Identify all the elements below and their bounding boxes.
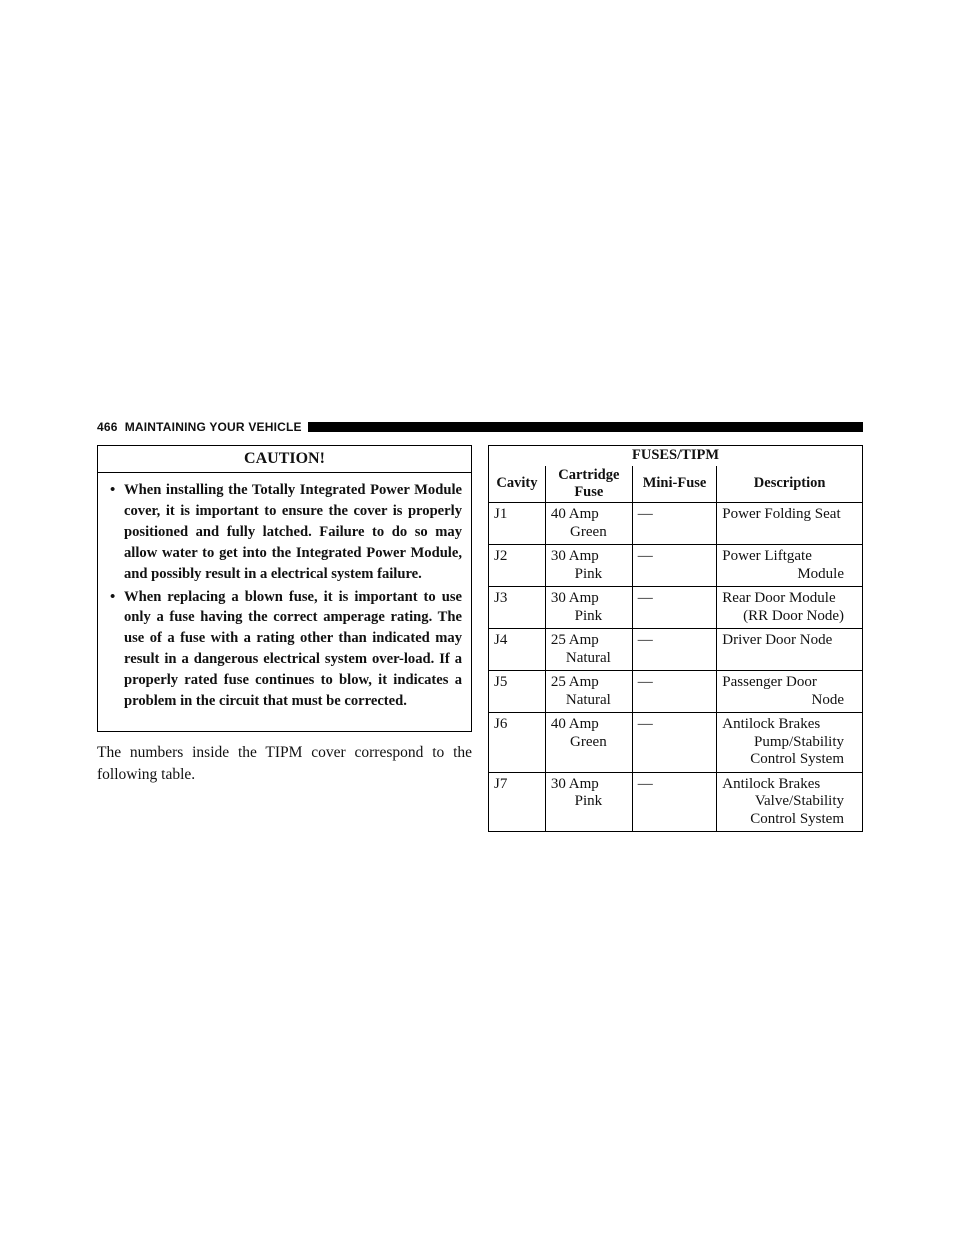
mini-fuse-cell: — bbox=[632, 545, 717, 587]
description-cell: Passenger Door Node bbox=[717, 671, 863, 713]
cartridge-cell: 40 Amp Green bbox=[545, 503, 632, 545]
cavity-cell: J2 bbox=[489, 545, 546, 587]
cartridge-cell: 30 Amp Pink bbox=[545, 587, 632, 629]
intro-paragraph: The numbers inside the TIPM cover correspond to the following table. bbox=[97, 744, 472, 783]
table-row bbox=[489, 545, 863, 587]
description-cell: Antilock Brakes Pump/Stability Control System bbox=[717, 713, 863, 773]
header-rule bbox=[308, 422, 863, 432]
cartridge-cell: 25 Amp Natural bbox=[545, 671, 632, 713]
mini-fuse-cell: — bbox=[632, 587, 717, 629]
cavity-cell: J3 bbox=[489, 587, 546, 629]
table-row bbox=[489, 503, 863, 545]
table-row bbox=[489, 772, 863, 832]
caution-box bbox=[97, 445, 472, 732]
page-header bbox=[97, 420, 863, 434]
description-cell: Power Folding Seat bbox=[717, 503, 863, 545]
cavity-cell: J4 bbox=[489, 629, 546, 671]
mini-fuse-cell: — bbox=[632, 671, 717, 713]
caution-title: CAUTION! bbox=[98, 446, 471, 473]
description-cell: Rear Door Module (RR Door Node) bbox=[717, 587, 863, 629]
table-title: FUSES/TIPM bbox=[489, 446, 863, 467]
mini-fuse-cell: — bbox=[632, 713, 717, 773]
column-header-description: Description bbox=[717, 466, 863, 503]
column-header-mini-fuse: Mini-Fuse bbox=[632, 466, 717, 503]
description-cell: Power Liftgate Module bbox=[717, 545, 863, 587]
cartridge-cell: 30 Amp Pink bbox=[545, 545, 632, 587]
mini-fuse-cell: — bbox=[632, 503, 717, 545]
caution-item: • When installing the Totally Integrated Power Module cover, it is important to ensure the cover is properly positioned and fully latched. Failure to do so may allow water to get into the Integrated Power Module, and possibly result in a electrical system failure. bbox=[110, 482, 462, 582]
column-header-cavity: Cavity bbox=[489, 466, 546, 503]
cavity-cell: J7 bbox=[489, 772, 546, 832]
bullet-icon: • bbox=[110, 588, 116, 605]
mini-fuse-cell: — bbox=[632, 772, 717, 832]
bullet-icon: • bbox=[110, 482, 116, 498]
mini-fuse-cell: — bbox=[632, 629, 717, 671]
cartridge-cell: 30 Amp Pink bbox=[545, 772, 632, 832]
cavity-cell: J5 bbox=[489, 671, 546, 713]
table-row bbox=[489, 671, 863, 713]
caution-item: • When replacing a blown fuse, it is important to use only a fuse having the correct amperage rating. The use of a fuse with a rating other than indicated may result in a dangerous electrical system over-load. If a properly rated fuse continues to blow, it indicates a problem in the circuit that must be corrected. bbox=[110, 588, 462, 710]
table-row bbox=[489, 629, 863, 671]
cartridge-cell: 25 Amp Natural bbox=[545, 629, 632, 671]
description-cell: Driver Door Node bbox=[717, 629, 863, 671]
column-header-cartridge: Cartridge Fuse bbox=[545, 466, 632, 503]
cavity-cell: J1 bbox=[489, 503, 546, 545]
table-row bbox=[489, 713, 863, 773]
page-number-section: 466 MAINTAINING YOUR VEHICLE bbox=[97, 420, 302, 434]
cavity-cell: J6 bbox=[489, 713, 546, 773]
caution-list bbox=[98, 480, 471, 712]
fuses-table bbox=[488, 445, 863, 832]
cartridge-cell: 40 Amp Green bbox=[545, 713, 632, 773]
table-row bbox=[489, 587, 863, 629]
description-cell: Antilock Brakes Valve/Stability Control System bbox=[717, 772, 863, 832]
